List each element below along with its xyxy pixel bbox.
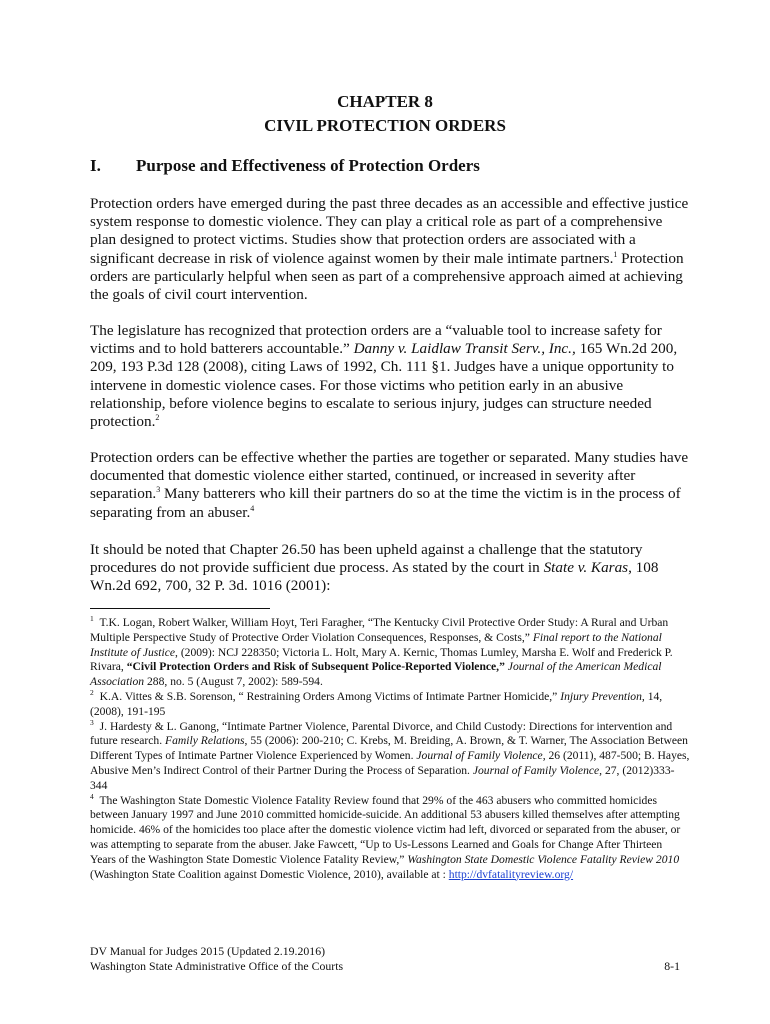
footnote-italic: Journal of Family Violence, <box>416 749 546 763</box>
footnote-text: 26 (2011), 487-500; B. Hayes, Abusive Men’s Indirect Control of their Partner During the Process of Separation. <box>90 749 690 777</box>
footnote-text: , (2009): NCJ 228350; Victoria L. Holt, Mary A. Kernic, Thomas Lumley, Marsha E. Wolf and Frederick P. Rivara, <box>90 645 673 674</box>
footnote-text: 27, (2012)333-344 <box>90 763 675 792</box>
paragraph-2 <box>90 322 690 431</box>
footnote-mark: 2 <box>90 687 94 697</box>
paragraph-text: Protection orders are particularly helpful when seen as part of a comprehensive approach aimed at achieving the goals of civil court intervention. <box>90 249 684 304</box>
paragraph-text: Many batterers who kill their partners do so at the time the victim is in the process of separating from an abuser. <box>90 485 681 521</box>
footnote-3 <box>90 717 690 794</box>
footnote-text: 14, (2008), 191-195 <box>90 689 663 718</box>
footnote-bold: “Civil Protection Orders and Risk of Subsequent Police-Reported Violence,” <box>126 660 505 674</box>
section-numeral: I. <box>90 156 101 175</box>
footnote-italic: Washington State Domestic Violence Fatality Review 2010 <box>407 852 680 866</box>
section-heading <box>90 156 480 176</box>
paragraph-1 <box>90 195 690 304</box>
chapter-number: CHAPTER 8 <box>337 92 433 111</box>
footer-manual-title: DV Manual for Judges 2015 (Updated 2.19.2016) <box>90 944 326 958</box>
paragraph-text: Protection orders have emerged during the past three decades as an accessible and effective justice system response to domestic violence. They can play a critical role as part of a comprehensive plan designed to protect victims. Studies show that protection orders are associated with a significant decrease in risk of violence against women by their male intimate partners. <box>90 195 689 267</box>
footnote-text: K.A. Vittes & S.B. Sorenson, “ Restraining Orders Among Victims of Intimate Partner Homicide,” <box>96 689 561 703</box>
paragraph-text: 165 Wn.2d 200, 209, 193 P.3d 128 (2008), citing Laws of 1992, Ch. 111 §1. Judges have a unique opportunity to intervene in domestic violence cases. For those victims who petition early in an abusive relationship, before violence begins to escalate to serious injury, judges can structure needed protection. <box>90 340 678 431</box>
footnote-italic: Family Relations <box>165 734 245 748</box>
footnote-italic: Final report to the National Institute of Justice <box>90 630 662 659</box>
footnotes <box>90 616 690 882</box>
footnote-ref-3: 3 <box>156 485 161 495</box>
footnote-1 <box>90 616 690 690</box>
footnote-ref-1: 1 <box>613 249 618 259</box>
page-footer <box>90 944 690 974</box>
footer-office: Washington State Administrative Office of the Courts <box>90 959 344 973</box>
footnote-ref-2: 2 <box>155 413 160 423</box>
footnote-text: (Washington State Coalition against Domestic Violence, 2010), available at : <box>90 867 449 881</box>
footnote-text: , 55 (2006): 200-210; C. Krebs, M. Breiding, A. Brown, & T. Warner, The Association Between Different Types of Intimate Partner Violence Experienced by Women. <box>90 734 688 763</box>
footnote-text: T.K. Logan, Robert Walker, William Hoyt, Teri Faragher, “The Kentucky Civil Protective Order Study: A Rural and Urban Multiple Perspective Study of Protective Order Violation Consequences, Responses, & Costs,” <box>90 616 669 644</box>
paragraph-text: The legislature has recognized that protection orders are a “valuable tool to increase safety for victims and to hold batterers accountable.” <box>90 322 662 358</box>
paragraph-3 <box>90 449 690 522</box>
footnote-mark: 1 <box>90 614 94 623</box>
case-citation: State v. Karas <box>543 559 629 577</box>
footnote-italic: Journal of Family Violence, <box>472 763 603 777</box>
fatality-review-link[interactable]: http://dvfatalityreview.org/ <box>448 867 574 881</box>
footnote-4 <box>90 791 690 883</box>
footnote-text: 288, no. 5 (August 7, 2002): 589-594. <box>144 675 323 689</box>
footnote-italic: Injury Prevention, <box>560 689 645 703</box>
footnote-mark: 4 <box>90 791 94 801</box>
footnote-2 <box>90 687 690 720</box>
page-number: 8-1 <box>664 959 680 973</box>
paragraph-4 <box>90 541 690 596</box>
footnote-text: J. Hardesty & L. Ganong, “Intimate Partner Violence, Parental Divorce, and Child Custody: Directions for intervention and future research. <box>90 719 673 748</box>
footnote-text: The Washington State Domestic Violence Fatality Review found that 29% of the 463 abusers who committed homicides between January 1997 and June 2010 committed homicide-suicide. An additional 53 abusers killed themselves after attempting homicide. 46% of the homicides too place after the domestic violence victim had left, divorced or separated from the abuser, or was attempting to separate from the abuser. Jake Fawcett, “Up to Us-Lessons Learned and Goals for Change After Thirteen Years of the Washington State Domestic Violence Fatality Review,” <box>90 793 681 866</box>
paragraph-text: , 108 Wn.2d 692, 700, 32 P. 3d. 1016 (2001): <box>90 559 659 595</box>
footnote-mark: 3 <box>90 717 94 727</box>
paragraph-text: Protection orders can be effective whether the parties are together or separated. Many studies have documented that domestic violence either started, continued, or increased in severity after separation. <box>90 449 689 503</box>
case-citation: Danny v. Laidlaw Transit Serv., Inc., <box>353 340 576 358</box>
chapter-title: CIVIL PROTECTION ORDERS <box>264 116 506 135</box>
footnote-ref-4: 4 <box>250 503 255 513</box>
footnote-italic: Journal of the American Medical Association <box>90 660 662 689</box>
footnote-divider <box>90 608 270 609</box>
section-title: Purpose and Effectiveness of Protection Orders <box>136 156 480 175</box>
paragraph-text: It should be noted that Chapter 26.50 has been upheld against a challenge that the statutory procedures do not provide sufficient due process. As stated by the court in <box>90 541 643 577</box>
